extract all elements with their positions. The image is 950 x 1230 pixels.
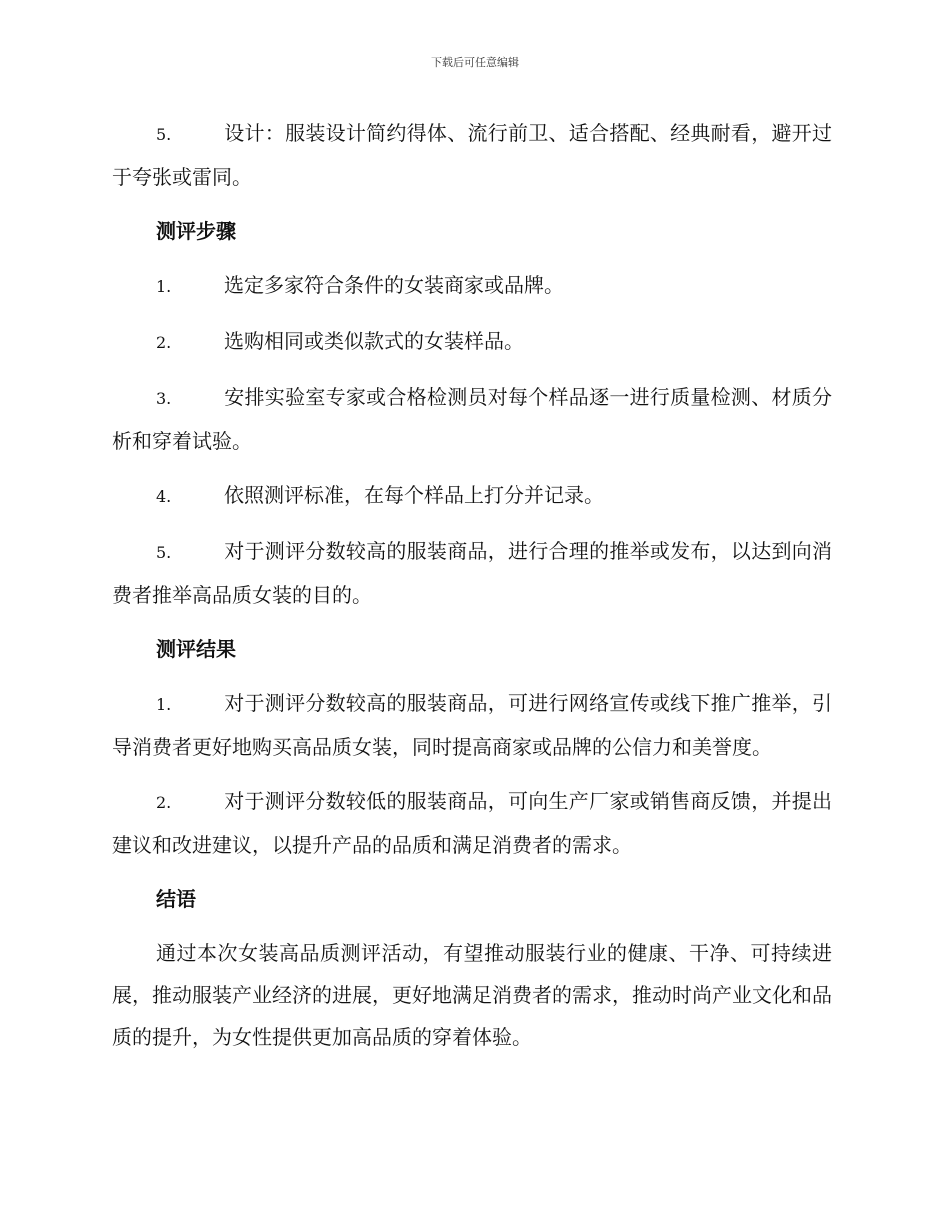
list-item [112, 264, 832, 308]
page-header: 下载后可任意编辑 [431, 56, 519, 69]
list-text: 对于测评分数较高的服装商品，进行合理的推举或发布，以达到向消费者推举高品质女装的目的。 [112, 539, 832, 607]
list-item [112, 376, 832, 462]
list-number: 1. [156, 277, 172, 296]
list-item [112, 320, 832, 364]
list-number: 3. [156, 389, 172, 408]
list-text: 对于测评分数较高的服装商品，可进行网络宣传或线下推广推举，引导消费者更好地购买高品质女装，同时提高商家或品牌的公信力和美誉度。 [112, 691, 832, 759]
list-text: 安排实验室专家或合格检测员对每个样品逐一进行质量检测、材质分析和穿着试验。 [112, 385, 832, 453]
list-number: 4. [156, 487, 172, 506]
list-text: 设计：服装设计简约得体、流行前卫、适合搭配、经典耐看，避开过于夸张或雷同。 [112, 121, 832, 189]
list-number: 5. [156, 543, 172, 562]
section-heading-results: 测评结果 [156, 637, 236, 661]
list-text: 对于测评分数较低的服装商品，可向生产厂家或销售商反馈，并提出建议和改进建议，以提升产品的品质和满足消费者的需求。 [112, 789, 832, 857]
list-item [112, 474, 832, 518]
list-number: 5. [156, 125, 172, 144]
list-text: 选购相同或类似款式的女装样品。 [224, 329, 524, 353]
list-number: 2. [156, 333, 172, 352]
list-number: 1. [156, 695, 172, 714]
section-heading-conclusion: 结语 [156, 887, 196, 911]
document-body [112, 112, 832, 1070]
list-item [112, 682, 832, 768]
section-heading-steps: 测评步骤 [156, 219, 236, 243]
list-item [112, 112, 832, 198]
list-number: 2. [156, 793, 172, 812]
list-text: 选定多家符合条件的女装商家或品牌。 [224, 273, 564, 297]
conclusion-paragraph: 通过本次女装高品质测评活动，有望推动服装行业的健康、干净、可持续进展，推动服装产业经济的进展，更好地满足消费者的需求，推动时尚产业文化和品质的提升，为女性提供更加高品质的穿着体验。 [112, 941, 832, 1049]
list-item [112, 530, 832, 616]
list-text: 依照测评标准，在每个样品上打分并记录。 [224, 483, 604, 507]
list-item [112, 780, 832, 866]
